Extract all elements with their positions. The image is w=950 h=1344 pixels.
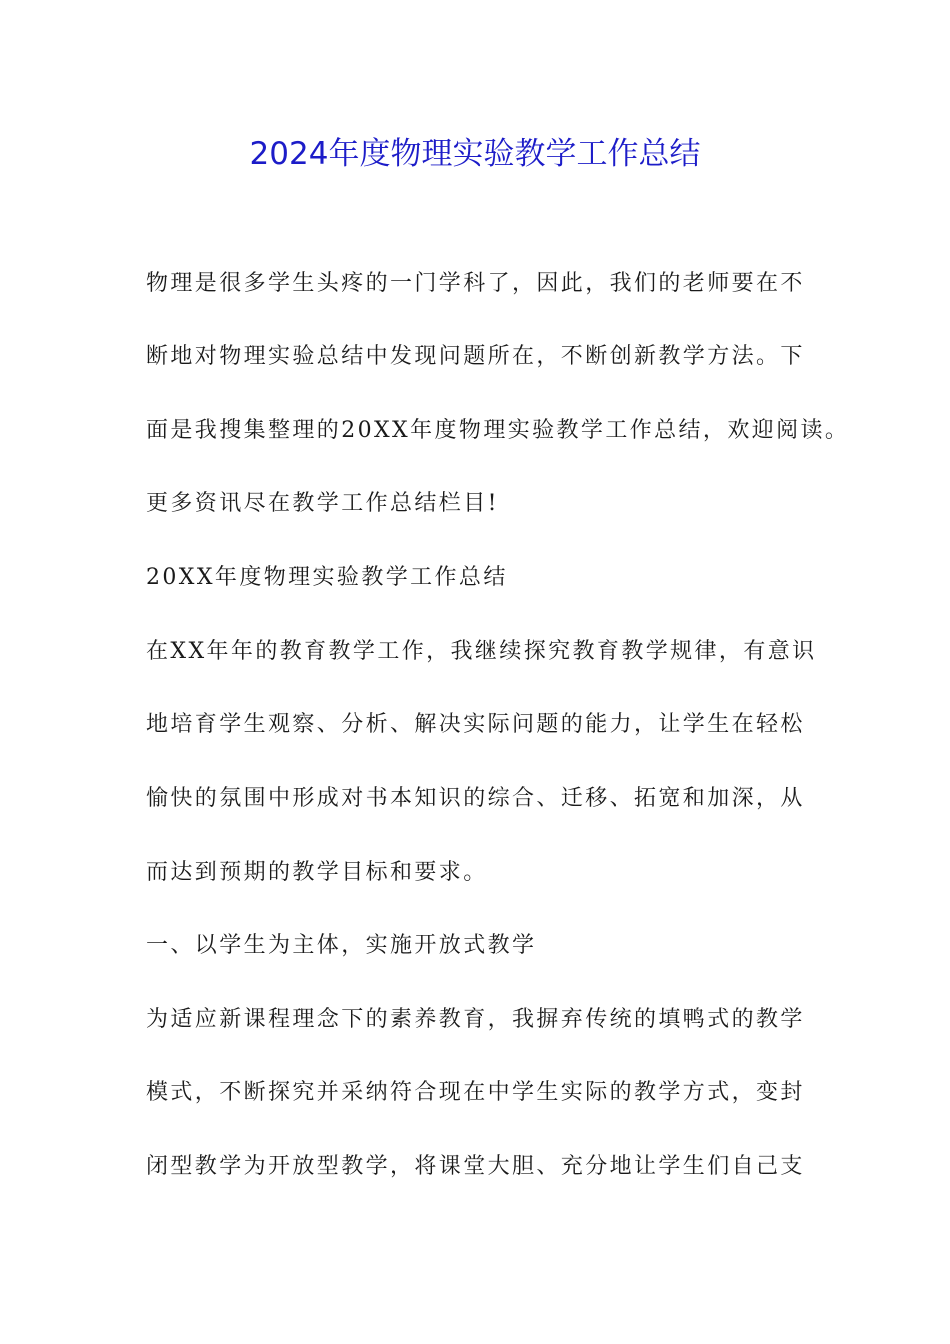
section-heading: 一、以学生为主体，实施开放式教学 xyxy=(146,933,537,958)
body-line: 面是我搜集整理的20XX年度物理实验教学工作总结，欢迎阅读。 xyxy=(146,418,850,443)
body-line: 模式，不断探究并采纳符合现在中学生实际的教学方式，变封 xyxy=(146,1080,805,1105)
body-line: 闭型教学为开放型教学，将课堂大胆、充分地让学生们自己支 xyxy=(146,1154,805,1179)
body-line: 为适应新课程理念下的素养教育，我摒弃传统的填鸭式的教学 xyxy=(146,1007,805,1032)
body-line: 在XX年年的教育教学工作，我继续探究教育教学规律，有意识 xyxy=(146,639,817,664)
section-heading: 20XX年度物理实验教学工作总结 xyxy=(146,565,508,590)
body-line: 物理是很多学生头疼的一门学科了，因此，我们的老师要在不 xyxy=(146,271,805,296)
body-line: 地培育学生观察、分析、解决实际问题的能力，让学生在轻松 xyxy=(146,712,805,737)
body-line: 断地对物理实验总结中发现问题所在，不断创新教学方法。下 xyxy=(146,344,805,369)
body-line: 更多资讯尽在教学工作总结栏目! xyxy=(146,491,499,516)
document-title: 2024年度物理实验教学工作总结 xyxy=(249,136,701,172)
body-line: 愉快的氛围中形成对书本知识的综合、迁移、拓宽和加深，从 xyxy=(146,786,805,811)
body-line: 而达到预期的教学目标和要求。 xyxy=(146,860,488,885)
